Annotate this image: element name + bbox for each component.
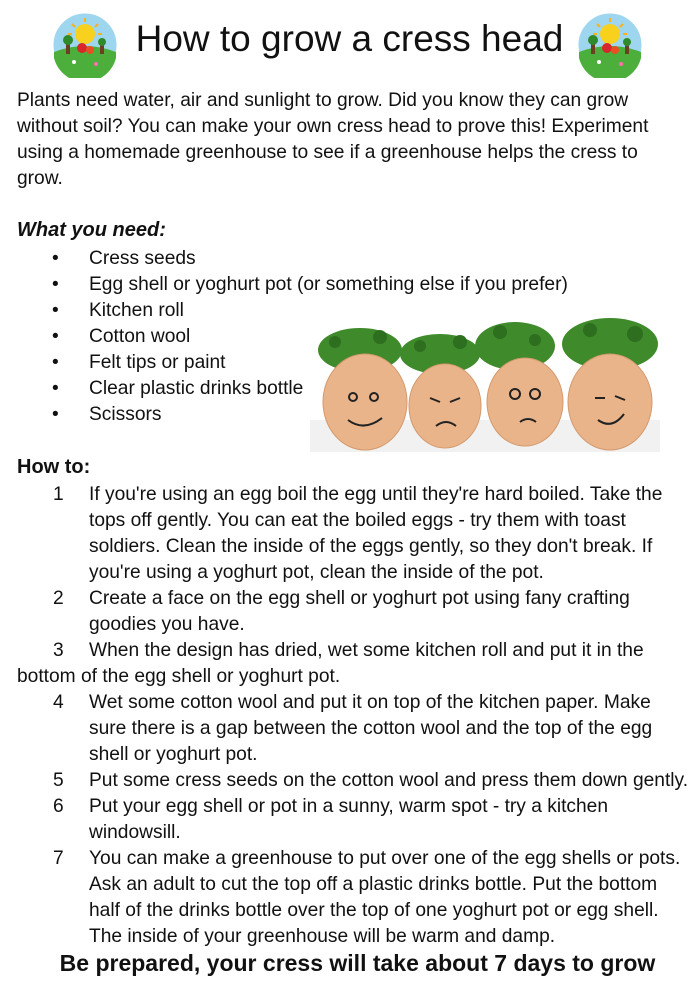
list-item	[17, 482, 692, 586]
bullet: •	[52, 404, 59, 425]
step-text: You can make a greenhouse to put over one of the egg shells or pots. Ask an adult to cut the top off a plastic drinks bottle. Put the bottom half of the drinks bottle over the top of one yoghurt pot or egg shell. The inside of your greenhouse will be warm and damp.	[89, 848, 681, 947]
list-item	[17, 768, 692, 794]
list-item	[17, 794, 692, 846]
step-number: 3	[53, 640, 64, 661]
footer-note: Be prepared, your cress will take about 7 days to grow	[59, 950, 656, 976]
list-item-text: Felt tips or paint	[89, 352, 226, 373]
step-text: Wet some cotton wool and put it on top of the kitchen paper. Make sure there is a gap between the cotton wool and the top of the egg shell or yoghurt pot.	[89, 692, 653, 765]
sun-garden-logo-icon	[577, 12, 643, 78]
what-you-need-heading: What you need:	[17, 219, 166, 241]
list-item-text: Kitchen roll	[89, 300, 184, 321]
bullet: •	[52, 300, 59, 321]
list-item	[17, 586, 692, 638]
step-number: 2	[53, 588, 64, 609]
how-to-heading: How to:	[17, 456, 91, 478]
step-text: Create a face on the egg shell or yoghurt pot using fany crafting goodies you have.	[89, 588, 630, 635]
header	[0, 0, 699, 90]
list-item	[52, 246, 568, 272]
list-item-text: Egg shell or yoghurt pot (or something else if you prefer)	[89, 274, 568, 295]
list-item	[52, 272, 568, 298]
bullet: •	[52, 248, 59, 269]
bullet: •	[52, 378, 59, 399]
list-item	[17, 846, 692, 950]
list-item-text: Scissors	[89, 404, 162, 425]
list-item-text: Cotton wool	[89, 326, 191, 347]
step-number: 7	[53, 848, 64, 869]
step-text: Put your egg shell or pot in a sunny, warm spot - try a kitchen windowsill.	[89, 796, 609, 843]
intro-paragraph: Plants need water, air and sunlight to grow. Did you know they can grow without soil? You can make your own cress head to prove this! Experiment using a homemade greenhouse to see if a greenhouse helps the cress to grow.	[17, 90, 649, 189]
step-number: 6	[53, 796, 64, 817]
cress-egg-heads-illustration	[290, 302, 690, 462]
list-item-text: Cress seeds	[89, 248, 196, 269]
instructions-list	[17, 482, 692, 950]
step-text: Put some cress seeds on the cotton wool and press them down gently.	[89, 770, 689, 791]
step-number: 1	[53, 484, 64, 505]
step-number: 4	[53, 692, 64, 713]
page-title: How to grow a cress head	[135, 18, 564, 59]
step-text: When the design has dried, wet some kitchen roll and put it in the bottom of the egg shell or yoghurt pot.	[17, 640, 644, 687]
step-text: If you're using an egg boil the egg until they're hard boiled. Take the tops off gently. You can eat the boiled eggs - try them with toast soldiers. Clean the inside of the eggs gently, so they don't break. If you're using a yoghurt pot, clean the inside of the pot.	[89, 484, 663, 583]
bullet: •	[52, 326, 59, 347]
list-item	[17, 690, 692, 768]
step-number: 5	[53, 770, 64, 791]
list-item-text: Clear plastic drinks bottle	[89, 378, 304, 399]
bullet: •	[52, 274, 59, 295]
list-item	[17, 638, 692, 690]
bullet: •	[52, 352, 59, 373]
